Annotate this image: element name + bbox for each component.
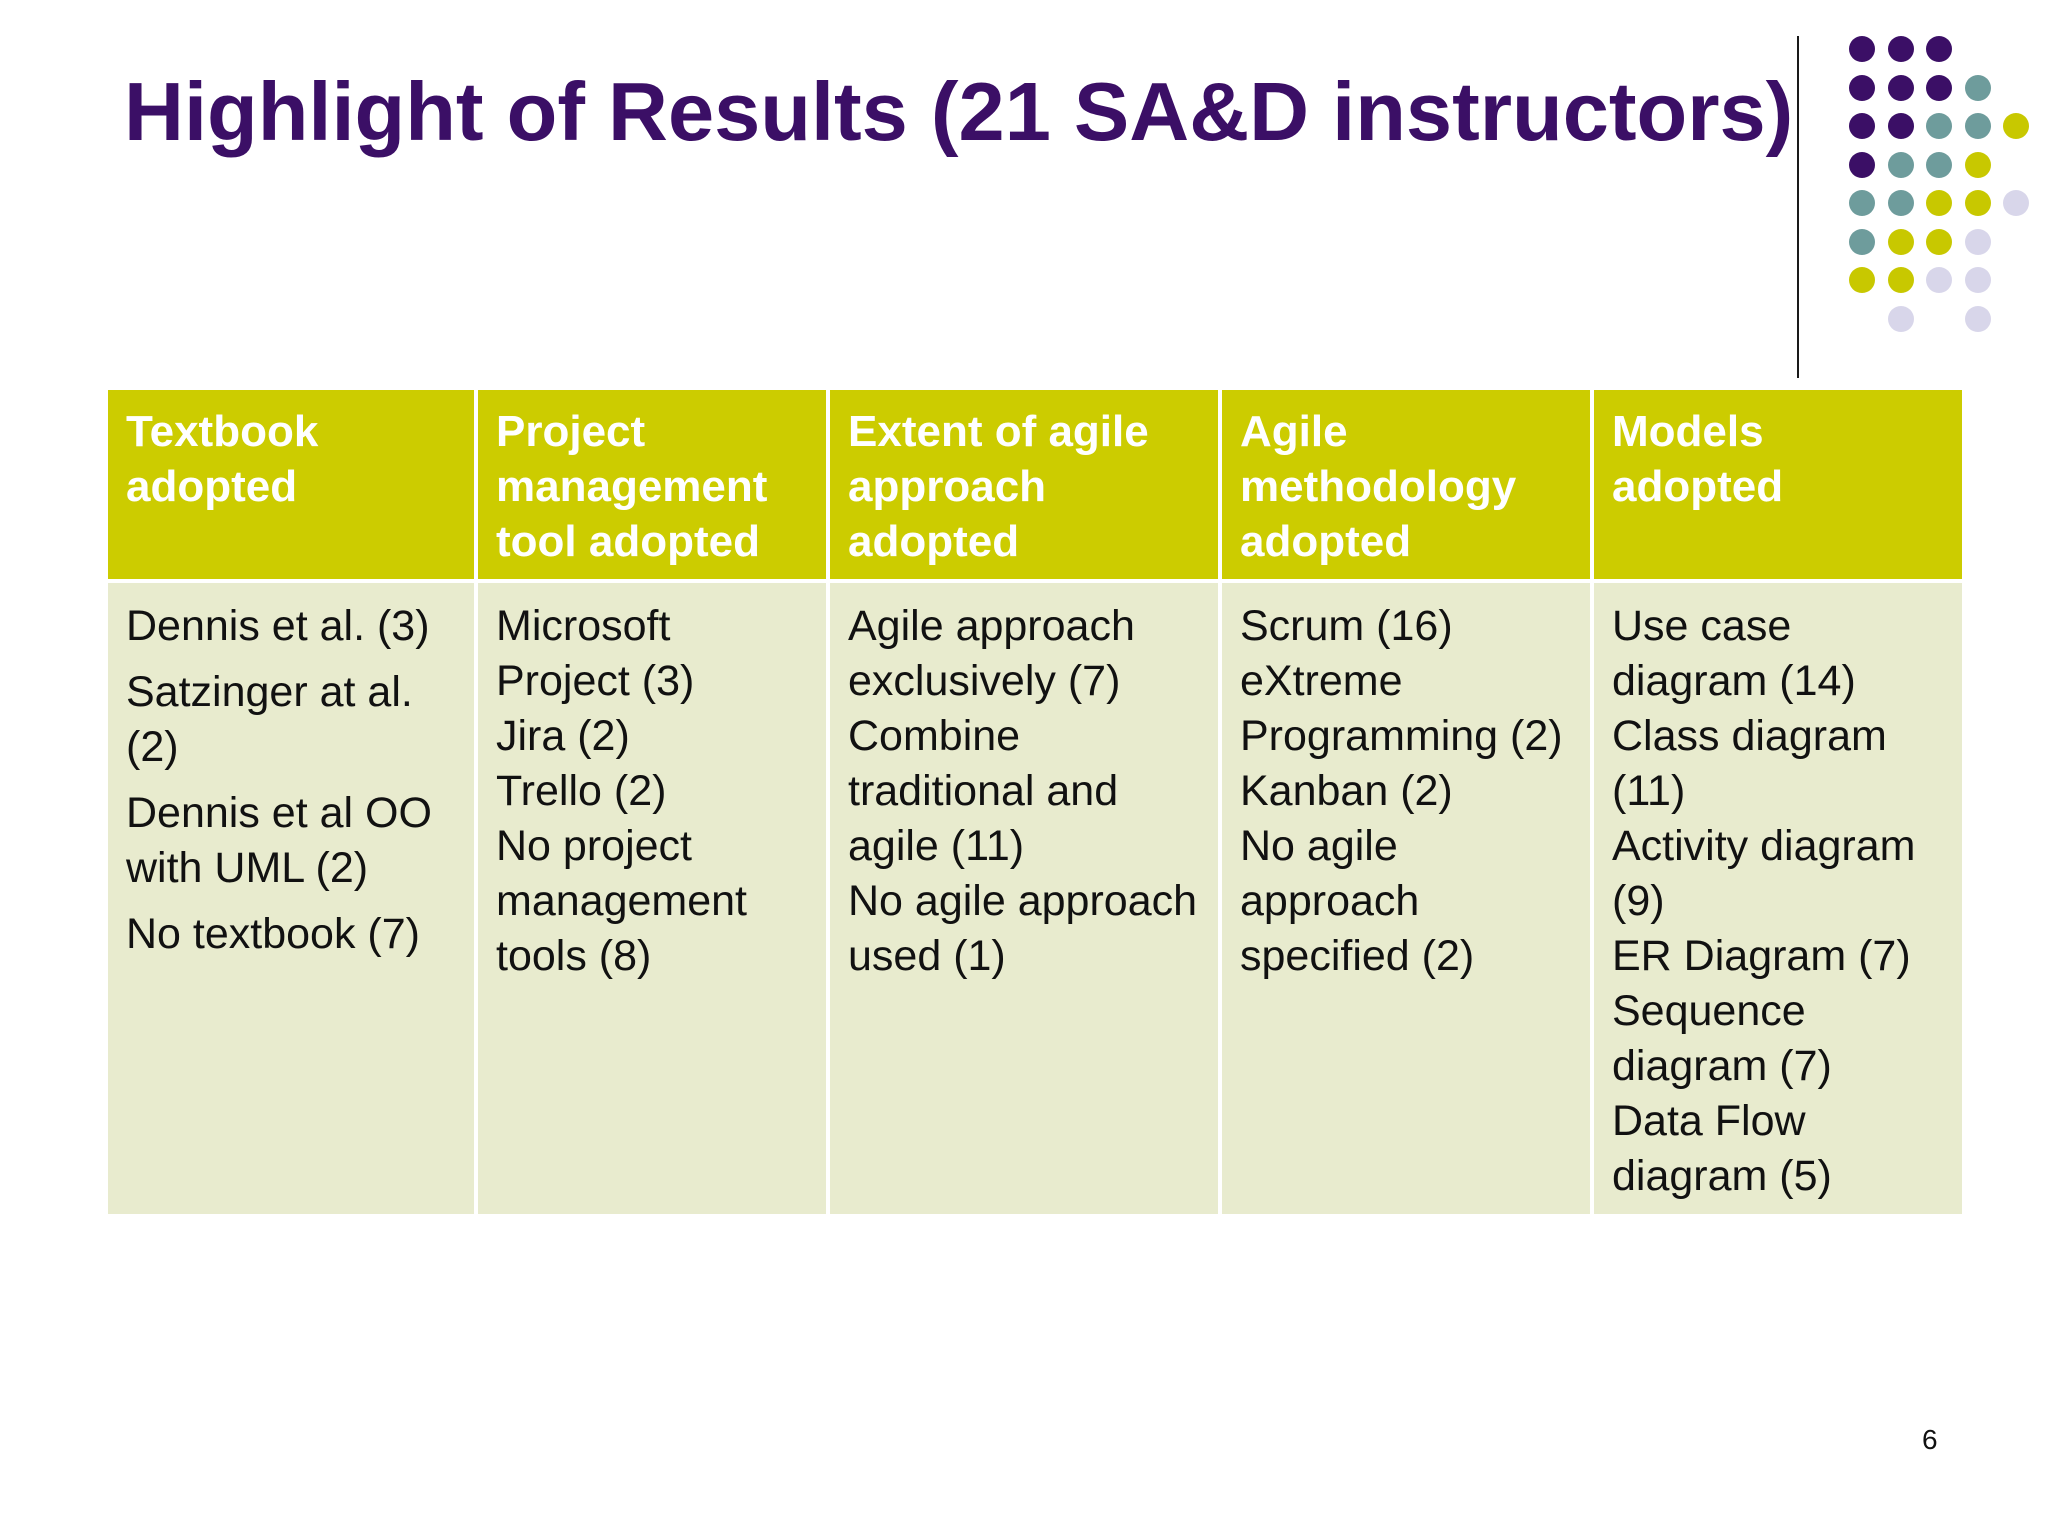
list-item: Kanban (2) [1240, 767, 1453, 815]
decorative-dot [1888, 267, 1914, 293]
cell-extent-of-agile [828, 581, 1220, 1216]
list-item: Trello (2) [496, 767, 667, 815]
list-item: Microsoft Project (3) [496, 602, 695, 705]
decorative-dot [1926, 152, 1952, 178]
decorative-dot [2003, 113, 2029, 139]
decorative-dot [1888, 229, 1914, 255]
decorative-dot [1926, 75, 1952, 101]
decorative-dot [1849, 75, 1875, 101]
decorative-dot [1965, 267, 1991, 293]
decorative-dot [1926, 36, 1952, 62]
list-item: Satzinger at al. (2) [126, 668, 413, 771]
header-project-management-tool: Project management tool adopted [476, 388, 828, 581]
list-item: No project management tools (8) [496, 822, 747, 980]
slide-title: Highlight of Results (21 SA&D instructors) [124, 65, 1794, 158]
list-item: Dennis et al OO with UML (2) [126, 789, 432, 892]
decorative-dot [1965, 229, 1991, 255]
decorative-dot [1926, 267, 1952, 293]
decorative-dot [1965, 75, 1991, 101]
decorative-dot [1926, 190, 1952, 216]
table-row [106, 581, 1964, 1216]
decorative-dot [1926, 113, 1952, 139]
results-table [104, 386, 1966, 1218]
list-item: Dennis et al. (3) [126, 602, 430, 650]
cell-models [1592, 581, 1964, 1216]
decorative-dot [1849, 267, 1875, 293]
header-textbook: Textbook adopted [106, 388, 476, 581]
decorative-dot [1849, 190, 1875, 216]
list-item: Class diagram (11) [1612, 712, 1887, 815]
decorative-dot [1888, 190, 1914, 216]
decorative-dot [1965, 306, 1991, 332]
decorative-dot [1965, 190, 1991, 216]
table-header-row [106, 388, 1964, 581]
page-number: 6 [1922, 1424, 1938, 1455]
decorative-dot [2003, 190, 2029, 216]
list-item: Jira (2) [496, 712, 630, 760]
decorative-dot [1888, 306, 1914, 332]
list-item: No textbook (7) [126, 910, 420, 958]
dot-grid-decoration [0, 0, 2048, 360]
decorative-dot [1888, 152, 1914, 178]
header-models: Models adopted [1592, 388, 1964, 581]
list-item: No agile approach specified (2) [1240, 822, 1475, 980]
list-item: eXtreme Programming (2) [1240, 657, 1563, 760]
list-item: Data Flow diagram (5) [1612, 1097, 1832, 1200]
header-agile-methodology: Agile methodology adopted [1220, 388, 1592, 581]
decorative-dot [1849, 113, 1875, 139]
cell-agile-methodology [1220, 581, 1592, 1216]
cell-project-management-tool [476, 581, 828, 1216]
decorative-dot [1888, 113, 1914, 139]
list-item: ER Diagram (7) [1612, 932, 1911, 980]
header-extent-of-agile: Extent of agile approach adopted [828, 388, 1220, 581]
list-item: Activity diagram (9) [1612, 822, 1916, 925]
decorative-dot [1888, 36, 1914, 62]
decorative-dot [1849, 229, 1875, 255]
cell-textbook [106, 581, 476, 1216]
decorative-dot [1849, 36, 1875, 62]
list-item: Combine traditional and agile (11) [848, 712, 1119, 870]
decorative-dot [1926, 229, 1952, 255]
decorative-dot [1849, 152, 1875, 178]
list-item: Scrum (16) [1240, 602, 1453, 650]
decorative-dot [1965, 113, 1991, 139]
title-divider [1797, 36, 1799, 378]
list-item: No agile approach used (1) [848, 877, 1198, 980]
list-item: Agile approach exclusively (7) [848, 602, 1135, 705]
decorative-dot [1965, 152, 1991, 178]
list-item: Use case diagram (14) [1612, 602, 1856, 705]
list-item: Sequence diagram (7) [1612, 987, 1832, 1090]
decorative-dot [1888, 75, 1914, 101]
